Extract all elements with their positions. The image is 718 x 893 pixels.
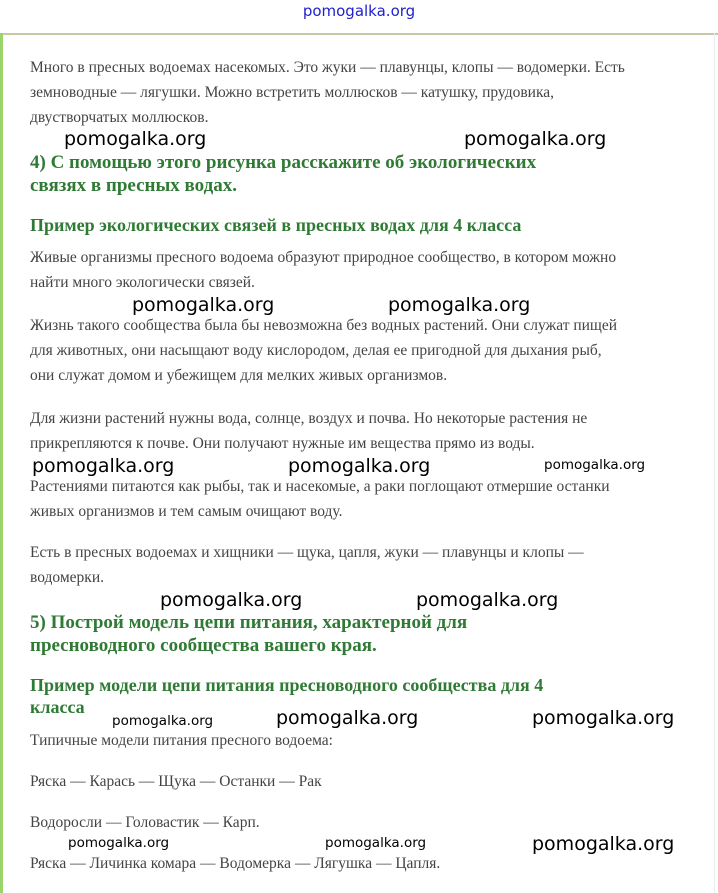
food-chain: Ряска — Карась — Щука — Останки — Рак: [30, 773, 322, 790]
paragraph-line: Живые организмы пресного водоема образуют природное сообщество, в котором можно: [30, 249, 617, 266]
paragraph-line: прикрепляются к почве. Они получают нужные им вещества прямо из воды.: [30, 435, 535, 452]
watermark: pomogalka.org: [68, 835, 170, 851]
food-chain: Водоросли — Головастик — Карп.: [30, 814, 260, 831]
watermark: pomogalka.org: [64, 128, 207, 150]
watermark: pomogalka.org: [416, 589, 559, 611]
question-5-heading: 5) Построй модель цепи питания, характерной для: [30, 612, 468, 633]
paragraph-line: они служат домом и убежищем для мелких живых организмов.: [30, 367, 448, 384]
paragraph-line: Типичные модели питания пресного водоема:: [30, 732, 333, 749]
question-4-heading: связях в пресных водах.: [30, 175, 237, 196]
watermark: pomogalka.org: [532, 707, 675, 729]
site-logo[interactable]: pomogalka.org: [302, 2, 416, 20]
right-divider: [714, 33, 715, 893]
answer-5-subheading: Пример модели цепи питания пресноводного сообщества для 4: [30, 675, 544, 695]
paragraph-line: водомерки.: [30, 569, 104, 586]
food-chain: Ряска — Личинка комара — Водомерка — Лягушка — Цапля.: [30, 855, 441, 872]
watermark: pomogalka.org: [544, 457, 646, 473]
paragraph-line: Есть в пресных водоемах и хищники — щука, цапля, жуки — плавунцы и клопы —: [30, 544, 584, 561]
question-4-heading: 4) С помощью этого рисунка расскажите об экологических: [30, 152, 537, 173]
watermark: pomogalka.org: [325, 835, 427, 851]
watermark: pomogalka.org: [276, 707, 419, 729]
answer-5-subheading: класса: [30, 697, 85, 717]
watermark: pomogalka.org: [160, 589, 303, 611]
watermark: pomogalka.org: [132, 294, 275, 316]
paragraph-line: Для жизни растений нужны вода, солнце, воздух и почва. Но некоторые растения не: [30, 410, 588, 427]
watermark: pomogalka.org: [388, 294, 531, 316]
watermark: pomogalka.org: [288, 455, 431, 477]
paragraph-line: двустворчатых моллюсков.: [30, 109, 209, 126]
paragraph-line: земноводные — лягушки. Можно встретить моллюсков — катушку, прудовика,: [30, 84, 555, 101]
watermark: pomogalka.org: [532, 833, 675, 855]
paragraph-line: для животных, они насыщают воду кислородом, делая ее пригодной для дыхания рыб,: [30, 342, 602, 359]
paragraph-line: живых организмов и тем самым очищают воду.: [30, 503, 343, 520]
left-accent-bar: [0, 33, 3, 893]
paragraph-line: найти много экологически связей.: [30, 274, 255, 291]
paragraph-line: Растениями питаются как рыбы, так и насекомые, а раки поглощают отмершие останки: [30, 478, 610, 495]
paragraph-line: Жизнь такого сообщества была бы невозможна без водных растений. Они служат пищей: [30, 317, 618, 334]
watermark: pomogalka.org: [112, 713, 214, 729]
watermark: pomogalka.org: [32, 455, 175, 477]
answer-4-subheading: Пример экологических связей в пресных водах для 4 класса: [30, 215, 522, 235]
watermark: pomogalka.org: [464, 128, 607, 150]
paragraph-line: Много в пресных водоемах насекомых. Это жуки — плавунцы, клопы — водомерки. Есть: [30, 59, 625, 76]
header-band: [0, 0, 718, 35]
question-5-heading: пресноводного сообщества вашего края.: [30, 635, 377, 656]
